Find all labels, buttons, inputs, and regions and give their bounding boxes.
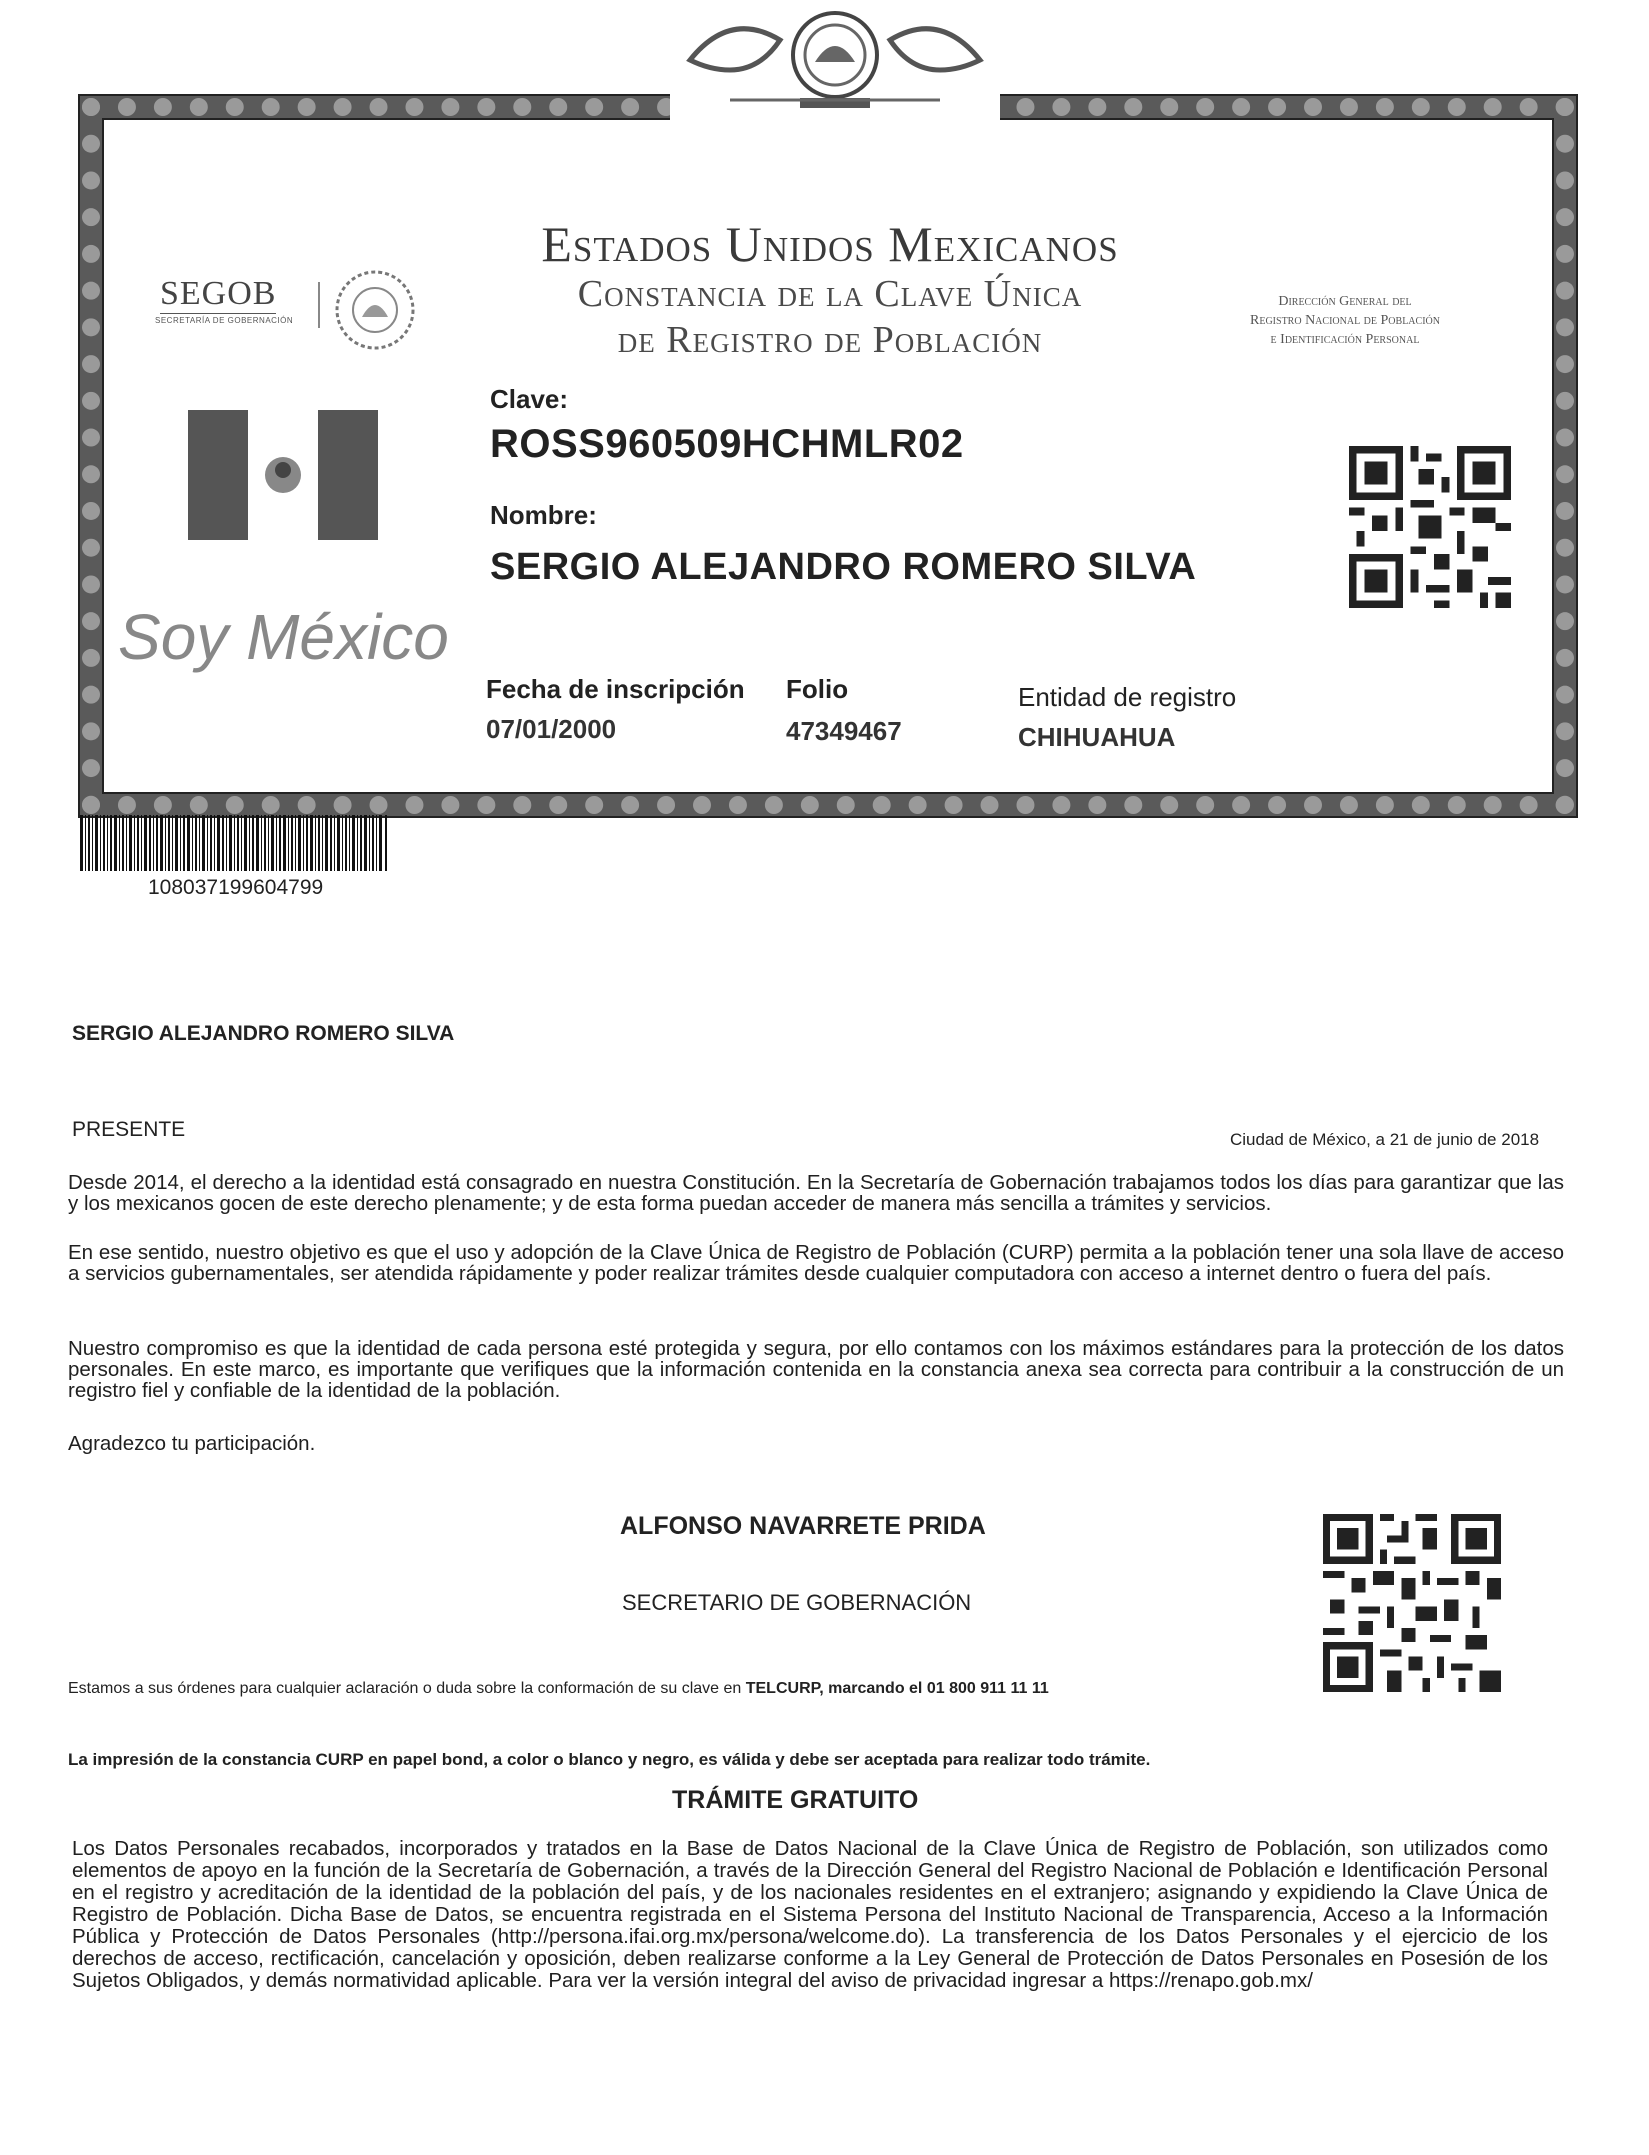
telcurp-phone: TELCURP, marcando el 01 800 911 11 11 xyxy=(745,1680,1049,1697)
dgrnpip-label xyxy=(1180,292,1510,349)
title-registro: de Registro de Población xyxy=(617,319,1043,361)
right-org-line2: Registro Nacional de Población xyxy=(1250,313,1440,328)
mexican-flag-icon xyxy=(188,410,378,540)
clave-label: Clave: xyxy=(490,384,569,414)
title-estados-unidos: Estados Unidos Mexicanos xyxy=(541,216,1119,272)
letter-paragraph-2: En ese sentido, nuestro objetivo es que el uso y adopción de la Clave Única de Registro de Población (CURP) permita a la población tener una sola llave de acceso a servicios gubernamentales, ser atendida rápidamente y poder realizar trámites desde cualquier computadora con acceso a internet dentro o fuera del país. xyxy=(68,1241,1564,1285)
entidad-registro-label: Entidad de registro xyxy=(1018,682,1237,712)
signer-name: ALFONSO NAVARRETE PRIDA xyxy=(620,1512,986,1540)
tramite-gratuito-heading: TRÁMITE GRATUITO xyxy=(672,1786,919,1814)
letter-paragraph-1: Desde 2014, el derecho a la identidad está consagrado en nuestra Constitución. En la Secretaría de Gobernación trabajamos todos los días para garantizar que las y los mexicanos gocen de este derecho plenamente; y de esta forma puedan acceder de manera más sencilla a trámites y servicios. xyxy=(68,1171,1564,1215)
title-constancia: Constancia de la Clave Única xyxy=(577,273,1083,315)
privacy-notice: Los Datos Personales recabados, incorporados y tratados en la Base de Datos Nacional de la Clave Única de Registro de Población, son utilizados como elementos de apoyo en la función de la Secretaría de Gobernación, a través de la Dirección General del Registro Nacional de Población e Identificación Personal en el registro y acreditación de la identidad de la población del país, y de los nacionales residentes en el extranjero; asignando y expidiendo la Clave Única de Registro de Población. Dicha Base de Datos, se encuentra registrada en el Sistema Persona del Instituto Nacional de Transparencia, Acceso a la Información Pública y Protección de Datos Personales (http://persona.ifai.org.mx/persona/welcome.do). La transferencia de los Datos Personales y el ejercicio de los derechos de acceso, rectificación, cancelación y oposición, deben realizarse conforme a la Ley General de Protección de Datos Personales en Posesión de los Sujetos Obligados, y demás normatividad aplicable. Para ver la versión integral del aviso de privacidad ingresar a https://renapo.gob.mx/ xyxy=(72,1837,1548,1992)
telcurp-text: Estamos a sus órdenes para cualquier aclaración o duda sobre la conformación de su clave en xyxy=(68,1680,746,1697)
fecha-inscripcion-value: 07/01/2000 xyxy=(486,714,617,744)
barcode-number: 108037199604799 xyxy=(148,876,324,899)
segob-logo: SEGOB xyxy=(160,275,277,312)
soy-mexico-logo: Soy México xyxy=(118,601,449,673)
presente-label: PRESENTE xyxy=(72,1118,186,1141)
right-org-line1: Dirección General del xyxy=(1278,294,1412,309)
qr-code-icon xyxy=(1346,446,1514,608)
barcode-icon xyxy=(80,815,390,871)
coat-of-arms-seal-icon xyxy=(670,0,1000,120)
segob-subtitle: SECRETARÍA DE GOBERNACIÓN xyxy=(155,316,294,325)
letter-paragraph-3: Nuestro compromiso es que la identidad de cada persona esté protegida y segura, por ello contamos con los máximos estándares para la protección de los datos personales. En este marco, es importante que verifiques que la información contenida en la constancia anexa sea correcta para contribuir a la construcción de un registro fiel y confiable de la identidad de la población. xyxy=(68,1337,1564,1402)
qr-code-icon xyxy=(1322,1514,1502,1692)
letter-place-date: Ciudad de México, a 21 de junio de 2018 xyxy=(1230,1130,1540,1149)
folio-label: Folio xyxy=(786,674,849,704)
fecha-inscripcion-label: Fecha de inscripción xyxy=(486,674,745,704)
entidad-registro-value: CHIHUAHUA xyxy=(1018,722,1176,752)
nombre-value: SERGIO ALEJANDRO ROMERO SILVA xyxy=(490,546,1197,588)
clave-value: ROSS960509HCHMLR02 xyxy=(490,422,964,466)
segob-seal-icon xyxy=(330,265,420,355)
right-org-line3: e Identificación Personal xyxy=(1270,332,1420,347)
addressee-name: SERGIO ALEJANDRO ROMERO SILVA xyxy=(72,1022,455,1045)
letter-paragraph-4: Agradezco tu participación. xyxy=(68,1432,316,1455)
telcurp-notice xyxy=(68,1680,1049,1698)
folio-value: 47349467 xyxy=(786,716,902,746)
signer-title: SECRETARIO DE GOBERNACIÓN xyxy=(622,1590,972,1615)
nombre-label: Nombre: xyxy=(490,500,597,530)
logo-divider xyxy=(318,282,320,328)
impresion-notice: La impresión de la constancia CURP en papel bond, a color o blanco y negro, es válida y debe ser aceptada para realizar todo trámite. xyxy=(68,1750,1151,1769)
